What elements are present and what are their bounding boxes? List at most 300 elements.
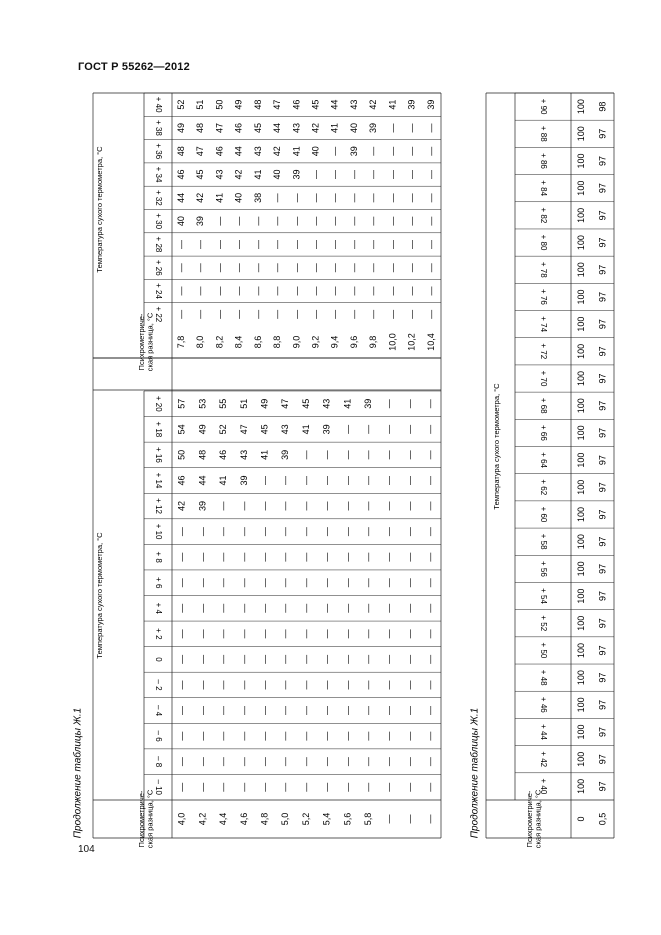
left-block2-psych-header: Психрометриче-ская разница, °С — [136, 312, 155, 372]
left-block1-cell: — — [259, 706, 270, 716]
left-block2-cell: — — [425, 263, 436, 273]
left-block2-cell: — — [233, 309, 244, 319]
left-block1-psych-value: 4,8 — [259, 812, 270, 826]
left-block1-cell: — — [383, 424, 394, 434]
left-block1-cell: — — [280, 654, 291, 664]
right-table-cell: 97 — [597, 482, 608, 493]
left-block2-cell: 47 — [214, 122, 225, 133]
right-table-cell: 97 — [597, 373, 608, 384]
right-table-cell: 97 — [597, 346, 608, 357]
right-table-caption: Продолжение таблицы Ж.1 — [469, 707, 481, 839]
left-block2-cell: 39 — [425, 99, 436, 110]
left-block1-cell: — — [383, 552, 394, 562]
left-block2-cell: 39 — [406, 99, 417, 110]
left-block1-cell: — — [383, 399, 394, 409]
left-block1-cell: — — [259, 654, 270, 664]
left-block1-psych-value: 5,4 — [321, 812, 332, 826]
left-block1-cell: — — [300, 654, 311, 664]
left-block2-cell: — — [387, 216, 398, 226]
right-table-cell: 97 — [597, 237, 608, 248]
left-block1-cell: 54 — [176, 424, 187, 435]
left-block2-dry-header: Температура сухого термометра, °С — [94, 146, 104, 273]
left-block2-cell: 47 — [272, 99, 283, 110]
right-table-temp-label: + 72 — [538, 343, 548, 360]
left-block2-cell: — — [252, 216, 263, 226]
left-table-caption: Продолжение таблицы Ж.1 — [72, 707, 84, 839]
left-block2-cell: 43 — [214, 169, 225, 180]
left-block1-cell: 49 — [197, 424, 208, 435]
left-block2-cell: — — [291, 286, 302, 296]
left-block1-cell: — — [404, 527, 415, 537]
left-block1-cell: — — [259, 578, 270, 588]
left-block1-cell: — — [425, 603, 436, 613]
left-block2-cell: — — [368, 286, 379, 296]
left-block2-cell: 46 — [233, 122, 244, 133]
left-block1-cell: 47 — [238, 424, 249, 435]
left-block2-temp-label: + 22 — [153, 306, 163, 323]
left-block2-cell: — — [214, 286, 225, 296]
right-table-cell: 97 — [597, 183, 608, 194]
left-block2-cell: — — [291, 309, 302, 319]
right-table-cell: 100 — [576, 506, 587, 522]
left-block1-cell: — — [404, 399, 415, 409]
left-block1-cell: — — [425, 578, 436, 588]
left-block1-cell: — — [176, 731, 187, 741]
left-block1-cell: — — [218, 782, 229, 792]
left-block2-cell: — — [214, 309, 225, 319]
right-table-cell: 98 — [597, 101, 608, 112]
left-block1-cell: — — [280, 552, 291, 562]
left-block1-cell: — — [280, 629, 291, 639]
left-block1-cell: — — [321, 527, 332, 537]
left-block2-cell: — — [175, 309, 186, 319]
left-block1-cell: 49 — [259, 398, 270, 409]
right-table-cell: 100 — [576, 289, 587, 305]
left-block1-cell: 39 — [197, 501, 208, 512]
left-block2-cell: — — [214, 216, 225, 226]
left-block1-psych-value: 5,8 — [362, 812, 373, 826]
left-block2-cell: — — [233, 216, 244, 226]
left-block2-psych-value: 9,6 — [348, 335, 359, 349]
left-block2-cell: — — [425, 216, 436, 226]
left-block2-cell: 43 — [252, 146, 263, 157]
left-block1-psych-value: 4,0 — [176, 812, 187, 826]
left-block2-temp-label: + 24 — [153, 283, 163, 299]
right-table-temp-label: + 84 — [538, 180, 548, 197]
left-block1-cell: — — [342, 475, 353, 485]
left-block2-cell: — — [368, 239, 379, 249]
left-block1-cell: — — [342, 450, 353, 460]
right-table-cell: 100 — [576, 670, 587, 686]
left-block1-cell: 39 — [280, 449, 291, 460]
left-block2-cell: — — [406, 123, 417, 133]
left-block1-cell: — — [280, 757, 291, 767]
left-block2-cell: 50 — [214, 99, 225, 110]
left-block1-cell: — — [425, 399, 436, 409]
left-block2-cell: — — [348, 216, 359, 226]
left-block1-cell: — — [197, 527, 208, 537]
left-block2-psych-value: 7,8 — [175, 335, 186, 349]
left-block1-cell: — — [404, 654, 415, 664]
left-block1-cell: — — [280, 501, 291, 511]
left-block2-cell: — — [233, 263, 244, 273]
right-table-cell: 97 — [597, 264, 608, 275]
left-block1-cell: — — [259, 782, 270, 792]
left-block2-cell: 45 — [310, 99, 321, 110]
left-block1-cell: — — [259, 552, 270, 562]
left-block1-cell: — — [176, 654, 187, 664]
left-block2-cell: 47 — [195, 146, 206, 157]
left-block1-cell: — — [300, 552, 311, 562]
left-block1-cell: — — [404, 603, 415, 613]
left-block1-cell: 44 — [197, 475, 208, 486]
left-block1-cell: 43 — [321, 398, 332, 409]
left-block1-psych-value: 4,6 — [238, 812, 249, 826]
left-block1-cell: — — [362, 706, 373, 716]
left-block2-cell: 39 — [368, 122, 379, 133]
left-block1-cell: — — [321, 552, 332, 562]
left-block1-temp-label: 0 — [153, 657, 163, 662]
left-block1-psych-value: 4,2 — [197, 812, 208, 826]
left-block1-cell: — — [321, 706, 332, 716]
left-block1-cell: — — [280, 475, 291, 485]
left-block1-cell: — — [259, 527, 270, 537]
left-block1-cell: — — [342, 603, 353, 613]
right-table-cell: 97 — [597, 455, 608, 466]
left-block1-cell: — — [300, 757, 311, 767]
left-block1-cell: — — [425, 475, 436, 485]
left-block2-temp-label: + 32 — [153, 189, 163, 206]
left-block1-cell: — — [280, 782, 291, 792]
left-block2-cell: 42 — [233, 169, 244, 180]
left-block2-cell: — — [348, 286, 359, 296]
left-block1-cell: — — [259, 757, 270, 767]
left-block2-psych-value: 8,2 — [214, 335, 225, 349]
right-table-psych-header: Психрометриче-ская разница, °С — [524, 789, 543, 849]
left-block1-cell: — — [300, 450, 311, 460]
left-block1-cell: — — [300, 629, 311, 639]
left-block2-cell: — — [368, 263, 379, 273]
left-block1-cell: — — [383, 603, 394, 613]
right-table-temp-label: + 60 — [538, 506, 548, 523]
left-block2-psych-value: 10,2 — [406, 333, 417, 351]
left-block2-cell: — — [329, 193, 340, 203]
left-block2-cell: — — [252, 286, 263, 296]
left-block2-cell: — — [368, 193, 379, 203]
left-block1-temp-label: + 12 — [153, 498, 163, 514]
left-block1-cell: — — [218, 501, 229, 511]
left-block1-cell: — — [425, 424, 436, 434]
right-table-cell: 100 — [576, 316, 587, 332]
left-block1-cell: — — [383, 706, 394, 716]
left-block1-cell: 46 — [218, 449, 229, 460]
right-table-cell: 97 — [597, 291, 608, 302]
left-block2-cell: 42 — [272, 146, 283, 157]
right-table-cell: 100 — [576, 534, 587, 550]
left-block1-cell: — — [238, 501, 249, 511]
right-table-dry-header: Температура сухого термометра, °С — [491, 383, 501, 510]
left-block1-cell: — — [300, 475, 311, 485]
left-block1-cell: — — [362, 629, 373, 639]
left-block1-cell: — — [383, 501, 394, 511]
left-block1-cell: — — [342, 424, 353, 434]
left-block1-temp-label: – 10 — [153, 779, 163, 796]
left-block1-cell: — — [300, 527, 311, 537]
left-block2-cell: — — [425, 146, 436, 156]
right-table-temp-label: + 54 — [538, 588, 548, 604]
left-block2-cell: — — [195, 239, 206, 249]
left-block2-cell: — — [310, 286, 321, 296]
right-table-temp-label: + 86 — [538, 153, 548, 169]
left-block2-cell: — — [387, 170, 398, 180]
left-block1-psych-value: 5,6 — [342, 812, 353, 826]
left-block1-cell: — — [300, 680, 311, 690]
left-block2-cell: — — [387, 286, 398, 296]
left-block1-cell: — — [404, 475, 415, 485]
left-block1-temp-label: + 6 — [153, 577, 163, 589]
left-block1-cell: — — [300, 501, 311, 511]
left-block1-cell: — — [362, 501, 373, 511]
left-block2-cell: — — [272, 286, 283, 296]
right-table-cell: 97 — [597, 727, 608, 738]
left-block1-cell: — — [238, 578, 249, 588]
left-block1-cell: — — [425, 629, 436, 639]
left-block2-cell: — — [425, 123, 436, 133]
left-block1-cell: — — [342, 501, 353, 511]
left-block1-temp-label: + 4 — [153, 602, 163, 614]
left-block1-cell: — — [238, 527, 249, 537]
left-block1-cell: — — [425, 450, 436, 460]
left-block2-cell: — — [310, 193, 321, 203]
left-block1-cell: — — [238, 757, 249, 767]
left-block1-cell: — — [218, 654, 229, 664]
left-block2-cell: — — [310, 263, 321, 273]
left-block1-cell: 41 — [342, 398, 353, 409]
left-block1-cell: — — [362, 578, 373, 588]
left-block1-cell: — — [404, 578, 415, 588]
left-block1-cell: — — [300, 706, 311, 716]
left-block1-cell: — — [404, 680, 415, 690]
right-table-temp-label: + 78 — [538, 261, 548, 278]
left-block1-cell: — — [238, 731, 249, 741]
left-block1-cell: — — [404, 782, 415, 792]
left-block1-temp-label: + 18 — [153, 421, 163, 438]
right-table-temp-label: + 70 — [538, 370, 548, 387]
left-block1-psych-value: 5,0 — [280, 812, 291, 826]
left-block2-cell: 44 — [233, 146, 244, 157]
left-block1-cell: — — [362, 475, 373, 485]
left-block1-cell: — — [321, 731, 332, 741]
left-block2-cell: — — [272, 216, 283, 226]
left-block1-psych-value: — — [404, 814, 415, 824]
left-block2-cell: — — [329, 216, 340, 226]
left-block1-cell: — — [321, 757, 332, 767]
left-block1-cell: — — [404, 501, 415, 511]
left-block2-cell: — — [310, 170, 321, 180]
left-block2-cell: — — [252, 239, 263, 249]
left-block1-cell: — — [218, 578, 229, 588]
left-block1-cell: — — [259, 475, 270, 485]
right-table-temp-label: + 88 — [538, 125, 548, 142]
left-block1-cell: 48 — [197, 449, 208, 460]
left-block1-cell: — — [321, 450, 332, 460]
right-table-psych-value: 0 — [576, 816, 587, 822]
left-block2-temp-label: + 36 — [153, 143, 163, 160]
left-block2-cell: 48 — [252, 99, 263, 110]
left-block1-cell: — — [218, 629, 229, 639]
left-block1-cell: — — [197, 782, 208, 792]
left-block1-cell: — — [197, 578, 208, 588]
left-block2-cell: — — [406, 263, 417, 273]
left-block2-psych-value: 10,4 — [425, 333, 436, 351]
left-block2-cell: 39 — [348, 146, 359, 157]
left-block2-cell: 40 — [310, 146, 321, 157]
right-table-cell: 100 — [576, 235, 587, 251]
left-block1-temp-label: – 4 — [153, 704, 163, 717]
left-block2-cell: 46 — [214, 146, 225, 157]
left-block1-cell: — — [218, 757, 229, 767]
left-block1-cell: — — [321, 475, 332, 485]
left-block2-cell: 52 — [175, 99, 186, 110]
left-block2-psych-value: 8,0 — [195, 335, 206, 349]
left-block1-cell: — — [362, 450, 373, 460]
left-block1-cell: — — [342, 527, 353, 537]
right-table-cell: 97 — [597, 781, 608, 792]
left-block1-cell: 43 — [280, 424, 291, 435]
left-block1-cell: — — [259, 629, 270, 639]
left-block1-cell: — — [218, 603, 229, 613]
left-block2-cell: 48 — [175, 146, 186, 157]
left-block1-cell: — — [218, 527, 229, 537]
left-block1-cell: — — [197, 680, 208, 690]
left-block2-cell: — — [272, 193, 283, 203]
left-block2-cell: — — [195, 286, 206, 296]
left-block1-cell: — — [197, 731, 208, 741]
right-table-cell: 100 — [576, 751, 587, 767]
left-block1-cell: — — [280, 706, 291, 716]
left-block1-cell: — — [176, 603, 187, 613]
left-block2-cell: — — [406, 170, 417, 180]
left-block2-cell: 39 — [291, 169, 302, 180]
left-block1-cell: — — [383, 680, 394, 690]
right-table-psych-value: 0,5 — [597, 812, 608, 826]
left-block1-cell: — — [383, 757, 394, 767]
left-block1-cell: — — [238, 603, 249, 613]
right-table-cell: 100 — [576, 207, 587, 223]
left-block2-cell: — — [387, 193, 398, 203]
left-block1-temp-label: + 20 — [153, 395, 163, 412]
left-block2-cell: — — [387, 146, 398, 156]
right-table-cell: 100 — [576, 262, 587, 278]
right-table-cell: 100 — [576, 615, 587, 631]
left-block1-cell: — — [176, 706, 187, 716]
left-block1-cell: — — [425, 757, 436, 767]
left-block1-cell: — — [404, 629, 415, 639]
left-block1-psych-header: Психрометриче-ская разница, °С — [136, 789, 155, 849]
left-block1-cell: 45 — [259, 424, 270, 435]
left-block1-cell: — — [342, 552, 353, 562]
right-table-cell: 100 — [576, 697, 587, 713]
left-block1-cell: — — [218, 706, 229, 716]
left-block2-cell: 41 — [214, 192, 225, 203]
left-block1-cell: — — [321, 578, 332, 588]
left-block1-cell: — — [238, 706, 249, 716]
left-block2-cell: 42 — [368, 99, 379, 110]
left-block2-cell: — — [175, 263, 186, 273]
left-block2-cell: 42 — [195, 192, 206, 203]
left-block2-cell: — — [195, 309, 206, 319]
left-block2-psych-value: 8,6 — [252, 335, 263, 349]
left-block1-cell: 51 — [238, 398, 249, 409]
left-block1-cell: — — [383, 527, 394, 537]
left-block2-cell: — — [368, 170, 379, 180]
left-block1-temp-label: – 8 — [153, 756, 163, 768]
left-block1-cell: 39 — [238, 475, 249, 486]
left-block1-cell: — — [280, 731, 291, 741]
left-block1-cell: — — [176, 680, 187, 690]
left-block2-cell: 49 — [233, 99, 244, 110]
left-block1-cell: — — [362, 424, 373, 434]
left-block1-cell: 52 — [218, 424, 229, 435]
left-block2-cell: 48 — [195, 122, 206, 133]
right-table-temp-label: + 42 — [538, 751, 548, 768]
right-table-cell: 100 — [576, 153, 587, 169]
left-block1-cell: — — [425, 552, 436, 562]
left-block2-psych-value: 9,2 — [310, 335, 321, 349]
left-block2-cell: — — [387, 309, 398, 319]
left-block2-cell: 43 — [291, 122, 302, 133]
right-table-cell: 100 — [576, 180, 587, 196]
left-block1-cell: — — [425, 501, 436, 511]
left-block1-cell: — — [362, 731, 373, 741]
left-block1-cell: 41 — [300, 424, 311, 435]
left-block1-cell: — — [404, 552, 415, 562]
right-table-cell: 97 — [597, 754, 608, 765]
left-block2-cell: — — [425, 170, 436, 180]
left-block2-cell: 40 — [175, 216, 186, 227]
left-block1-cell: — — [259, 731, 270, 741]
left-block1-cell: 50 — [176, 449, 187, 460]
left-block1-cell: — — [342, 731, 353, 741]
left-block1-cell: — — [280, 578, 291, 588]
left-block2-psych-value: 9,0 — [291, 335, 302, 349]
left-block2-cell: — — [406, 309, 417, 319]
right-table-cell: 97 — [597, 645, 608, 656]
left-block2-cell: — — [310, 309, 321, 319]
left-block1-cell: — — [425, 680, 436, 690]
left-block2-cell: 44 — [175, 192, 186, 203]
left-block2-cell: — — [329, 263, 340, 273]
right-table-temp-label: + 58 — [538, 533, 548, 550]
left-block1-cell: 55 — [218, 398, 229, 409]
left-block1-psych-value: 4,4 — [218, 812, 229, 826]
left-block1-cell: — — [404, 450, 415, 460]
left-block1-cell: — — [197, 629, 208, 639]
left-block1-cell: — — [362, 782, 373, 792]
left-block1-cell: — — [362, 654, 373, 664]
left-block1-cell: — — [362, 603, 373, 613]
left-block1-cell: — — [362, 680, 373, 690]
left-block1-temp-label: + 16 — [153, 447, 163, 463]
left-block1-cell: — — [383, 450, 394, 460]
left-block2-cell: — — [329, 170, 340, 180]
left-block2-cell: — — [387, 263, 398, 273]
left-block1-cell: — — [218, 680, 229, 690]
left-block2-cell: — — [329, 146, 340, 156]
right-table-temp-label: + 50 — [538, 642, 548, 659]
left-block2-cell: 41 — [329, 122, 340, 133]
left-block1-cell: — — [300, 603, 311, 613]
